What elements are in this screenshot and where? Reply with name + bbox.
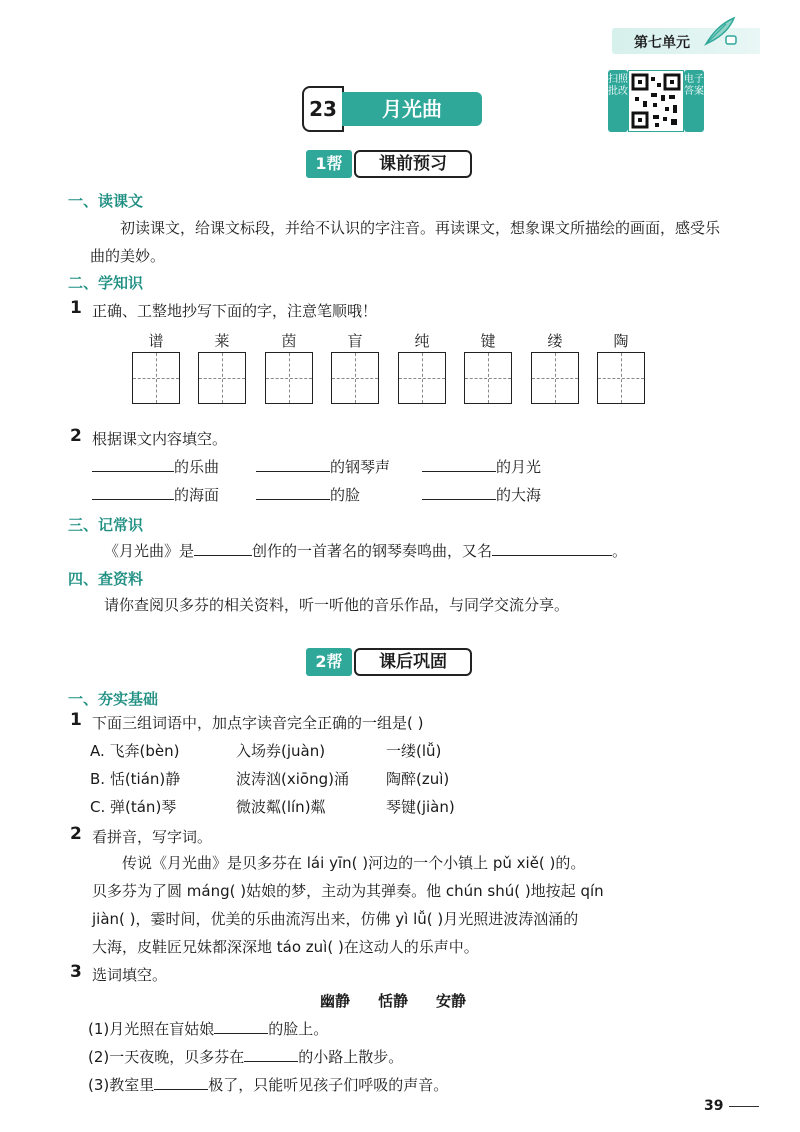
- part1-banner: [306, 150, 472, 178]
- sentence-part: 。: [612, 542, 628, 560]
- part2-banner: [306, 648, 472, 676]
- section-foundation: 一、夯实基础: [68, 690, 159, 708]
- option-b-3: 陶醉(zuì): [386, 770, 450, 788]
- word-choice: 安静: [436, 992, 467, 1010]
- question-text: 正确、工整地抄写下面的字，注意笔顺哦！: [92, 302, 378, 320]
- sentence-part: (3)教室里: [88, 1076, 155, 1094]
- writing-box[interactable]: [331, 352, 379, 404]
- sentence-part: 极了，只能听见孩子们呼吸的声音。: [208, 1076, 449, 1094]
- answer-blank[interactable]: [256, 456, 330, 472]
- char-label: 纯: [414, 332, 430, 350]
- qr-right-label: 电子答案: [684, 70, 704, 132]
- sentence-part: 创作的一首著名的钢琴奏鸣曲，又名: [252, 542, 493, 560]
- option-a-3: 一缕(lǚ): [386, 742, 442, 760]
- char-cell: [198, 330, 246, 404]
- lesson-title: [302, 86, 482, 132]
- unit-label: 第七单元: [634, 35, 690, 51]
- pinyin-passage-line-2: 贝多芬为了圆 máng( )姑娘的梦，主动为其弹奏。他 chún shú( )地按起 qín: [92, 882, 604, 900]
- writing-box[interactable]: [531, 352, 579, 404]
- char-label: 莱: [214, 332, 230, 350]
- word-choice: 幽静: [320, 992, 351, 1010]
- answer-blank[interactable]: [214, 1018, 268, 1034]
- answer-blank[interactable]: [92, 456, 174, 472]
- fill-blank-item: [256, 484, 360, 505]
- sentence-part: (1)月光照在盲姑娘: [88, 1020, 215, 1038]
- question-number: 1: [70, 710, 82, 730]
- option-c-3: 琴键(jiàn): [386, 798, 455, 816]
- fill-text: 的海面: [174, 486, 220, 504]
- question-text: 看拼音，写字词。: [92, 828, 213, 846]
- part1-name: 课前预习: [354, 150, 472, 178]
- answer-blank[interactable]: [244, 1046, 298, 1062]
- section-common-knowledge: 三、记常识: [68, 516, 144, 534]
- section-learn-knowledge: 二、学知识: [68, 274, 144, 292]
- sentence-part: 《月光曲》是: [104, 542, 195, 560]
- sentence-part: 的脸上。: [268, 1020, 329, 1038]
- character-writing-grid: [132, 330, 652, 414]
- question-text: 选词填空。: [92, 966, 168, 984]
- fill-text: 的大海: [496, 486, 542, 504]
- word-choice: 恬静: [378, 992, 409, 1010]
- fill-text: 的月光: [496, 458, 542, 476]
- pinyin-passage-line-4: 大海，皮鞋匠兄妹都深深地 táo zuì( )在这动人的乐声中。: [92, 938, 479, 956]
- fill-blank-item: [422, 484, 541, 505]
- fill-blank-item: [92, 484, 219, 505]
- fill-blank-item: [92, 456, 219, 477]
- sentence-part: (2)一天夜晚，贝多芬在: [88, 1048, 245, 1066]
- answer-blank[interactable]: [492, 540, 612, 556]
- page-number: 39: [704, 1098, 759, 1114]
- option-b-1[interactable]: B. 恬(tián)静: [90, 770, 181, 788]
- sentence-part: 的小路上散步。: [298, 1048, 404, 1066]
- option-c-2: 微波粼(lín)粼: [236, 798, 326, 816]
- question-text: 根据课文内容填空。: [92, 430, 228, 448]
- char-label: 盲: [347, 332, 363, 350]
- writing-box[interactable]: [132, 352, 180, 404]
- answer-blank[interactable]: [256, 484, 330, 500]
- choose-word-sentence-2: [88, 1046, 403, 1067]
- fill-text: 的乐曲: [174, 458, 220, 476]
- answer-blank[interactable]: [92, 484, 174, 500]
- fill-blank-item: [422, 456, 541, 477]
- question-text: 下面三组词语中，加点字读音完全正确的一组是( ): [92, 714, 424, 732]
- common-knowledge-sentence: [104, 540, 627, 561]
- part1-number: 1帮: [306, 150, 352, 178]
- char-label: 谱: [148, 332, 164, 350]
- pinyin-passage-line-1: 传说《月光曲》是贝多芬在 lái yīn( )河边的一个小镇上 pǔ xiě( )的。: [122, 854, 586, 872]
- choose-word-sentence-1: [88, 1018, 328, 1039]
- question-number: 2: [70, 426, 82, 446]
- research-instructions: 请你查阅贝多芬的相关资料，听一听他的音乐作品，与同学交流分享。: [104, 596, 570, 614]
- option-c-1[interactable]: C. 弹(tán)琴: [90, 798, 177, 816]
- char-cell: [331, 330, 379, 404]
- option-a-2: 入场券(juàn): [236, 742, 326, 760]
- part2-number: 2帮: [306, 648, 352, 676]
- read-text-instructions: 初读课文，给课文标段，并给不认识的字注音。再读课文，想象课文所描绘的画面，感受乐曲的美妙。: [90, 219, 721, 265]
- fill-text: 的钢琴声: [330, 458, 391, 476]
- feather-pen-icon: [700, 14, 740, 48]
- char-cell: [531, 330, 579, 404]
- answer-blank[interactable]: [422, 484, 496, 500]
- char-cell: [132, 330, 180, 404]
- writing-box[interactable]: [597, 352, 645, 404]
- writing-box[interactable]: [398, 352, 446, 404]
- question-number: 1: [70, 298, 82, 318]
- char-label: 茵: [281, 332, 297, 350]
- question-number: 2: [70, 824, 82, 844]
- lesson-number: 23: [302, 86, 344, 132]
- option-b-2: 波涛汹(xiōng)涌: [236, 770, 349, 788]
- writing-box[interactable]: [464, 352, 512, 404]
- char-label: 陶: [613, 332, 629, 350]
- char-label: 缕: [547, 332, 563, 350]
- section-read-text: 一、读课文: [68, 192, 144, 210]
- qr-code-icon: [628, 70, 684, 132]
- lesson-name: 月光曲: [342, 92, 482, 126]
- char-cell: [464, 330, 512, 404]
- choose-word-sentence-3: [88, 1074, 448, 1095]
- answer-blank[interactable]: [194, 540, 252, 556]
- question-number: 3: [70, 962, 82, 982]
- section-research: 四、查资料: [68, 570, 144, 588]
- qr-code-panel[interactable]: [608, 70, 704, 132]
- fill-text: 的脸: [330, 486, 361, 504]
- qr-left-label: 扫照批改: [608, 70, 628, 132]
- char-cell: [597, 330, 645, 404]
- writing-box[interactable]: [198, 352, 246, 404]
- part2-name: 课后巩固: [354, 648, 472, 676]
- char-cell: [265, 330, 313, 404]
- word-choices: [320, 990, 494, 1011]
- option-a-1[interactable]: A. 飞奔(bèn): [90, 742, 180, 760]
- answer-blank[interactable]: [422, 456, 496, 472]
- char-label: 键: [480, 332, 496, 350]
- writing-box[interactable]: [265, 352, 313, 404]
- char-cell: [398, 330, 446, 404]
- pinyin-passage-line-3: jiàn( )，霎时间，优美的乐曲流泻出来，仿佛 yì lǚ( )月光照进波涛汹涌的: [92, 910, 579, 928]
- answer-blank[interactable]: [154, 1074, 208, 1090]
- fill-blank-item: [256, 456, 390, 477]
